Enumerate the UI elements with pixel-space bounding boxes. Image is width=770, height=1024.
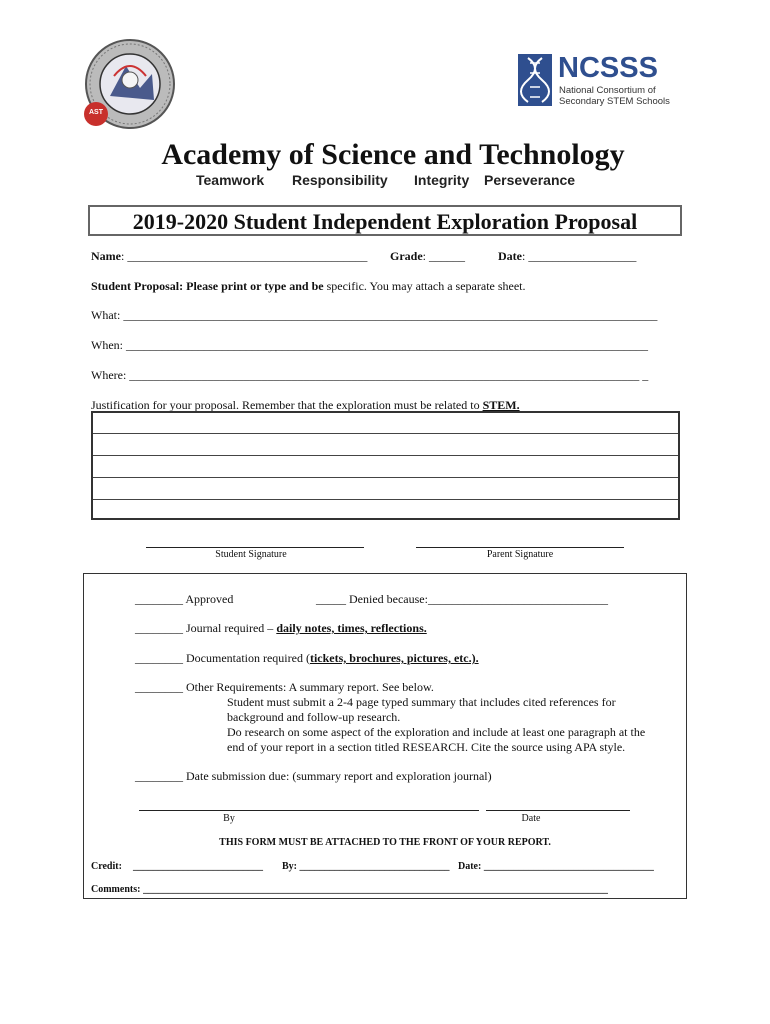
office-date-line[interactable] [486, 810, 630, 811]
credit-field[interactable]: __________________________ [133, 861, 263, 872]
other-requirements-option[interactable]: ________ Other Requirements: A summary report. See below. [135, 680, 434, 694]
documentation-required-option[interactable] [135, 651, 479, 666]
justification-row-line [93, 433, 678, 434]
documentation-text: ________ Documentation required ( [135, 651, 310, 665]
value-perseverance: Perseverance [484, 172, 576, 188]
by-line[interactable] [139, 810, 479, 811]
name-blank: : ________________________________________ [121, 249, 368, 263]
justification-text: Justification for your proposal. Remember that the exploration must be related to [91, 398, 483, 412]
proposal-instructions-rest: specific. You may attach a separate sheet. [323, 279, 526, 293]
credit-date-field[interactable]: Date: __________________________________ [458, 861, 654, 872]
proposal-heading: 2019-2020 Student Independent Exploration Proposal [88, 205, 682, 236]
comments-label: Comments: [91, 884, 143, 895]
comments-blank: _____________________________________________________________________________________________ [142, 884, 608, 895]
justification-row-line [93, 477, 678, 478]
ncsss-dna-icon [518, 54, 552, 106]
parent-signature-label: Parent Signature [486, 549, 554, 560]
justification-box[interactable] [91, 411, 680, 520]
grade-blank: : ______ [422, 249, 466, 263]
value-teamwork: Teamwork [196, 172, 265, 188]
denied-option[interactable]: _____ Denied because:______________________________ [316, 592, 608, 606]
date-field[interactable] [498, 249, 636, 264]
seal-mark: AST [89, 109, 103, 116]
office-date-label: Date [521, 813, 541, 824]
what-field[interactable]: What: _________________________________________________________________________________________ [91, 308, 658, 322]
journal-required-option[interactable] [135, 621, 427, 636]
ncsss-logo [518, 54, 674, 110]
parent-signature-line[interactable] [416, 547, 624, 548]
justification-stem: STEM. [482, 398, 520, 412]
grade-label: Grade [390, 249, 423, 263]
where-field[interactable]: Where: _____________________________________________________________________________________ _ [91, 368, 649, 382]
other-req-line-2: background and follow-up research. [227, 710, 401, 724]
ncsss-abbr: NCSSS [558, 52, 658, 84]
value-responsibility: Responsibility [292, 172, 388, 188]
other-req-line-1: Student must submit a 2-4 page typed summary that includes cited references for [227, 695, 616, 709]
documentation-bold: tickets, brochures, pictures, etc.). [309, 651, 479, 665]
name-label: Name [91, 249, 121, 263]
proposal-instructions-bold: Student Proposal: Please print or type and be [91, 279, 324, 293]
page-title: Academy of Science and Technology [161, 138, 625, 171]
value-integrity: Integrity [414, 172, 470, 188]
date-blank: : __________________ [522, 249, 637, 263]
by-label: By [223, 813, 235, 824]
ncsss-line-2: Secondary STEM Schools [559, 96, 670, 107]
approved-option[interactable]: ________ Approved [135, 592, 234, 606]
comments-field[interactable] [91, 884, 608, 895]
justification-row-line [93, 499, 678, 500]
journal-bold: daily notes, times, reflections. [276, 621, 427, 635]
justification-row-line [93, 455, 678, 456]
attach-notice: THIS FORM MUST BE ATTACHED TO THE FRONT OF YOUR REPORT. [219, 837, 551, 848]
when-field[interactable]: When: _______________________________________________________________________________________ [91, 338, 648, 352]
other-req-line-4: end of your report in a section titled RESEARCH. Cite the source using APA style. [227, 740, 626, 754]
academy-seal-logo [66, 36, 198, 132]
proposal-instructions [91, 279, 526, 294]
ncsss-line-1: National Consortium of [559, 85, 656, 96]
credit-label: Credit: [91, 861, 122, 872]
grade-field[interactable] [390, 249, 465, 264]
student-signature-line[interactable] [146, 547, 364, 548]
date-label: Date [498, 249, 522, 263]
other-req-line-3: Do research on some aspect of the exploration and include at least one paragraph at the [227, 725, 646, 739]
credit-by-field[interactable]: By: ______________________________ [282, 861, 450, 872]
date-due-option[interactable]: ________ Date submission due: (summary report and exploration journal) [135, 769, 492, 783]
student-signature-label: Student Signature [215, 549, 287, 560]
name-field[interactable] [91, 249, 367, 264]
journal-text: ________ Journal required – [135, 621, 277, 635]
